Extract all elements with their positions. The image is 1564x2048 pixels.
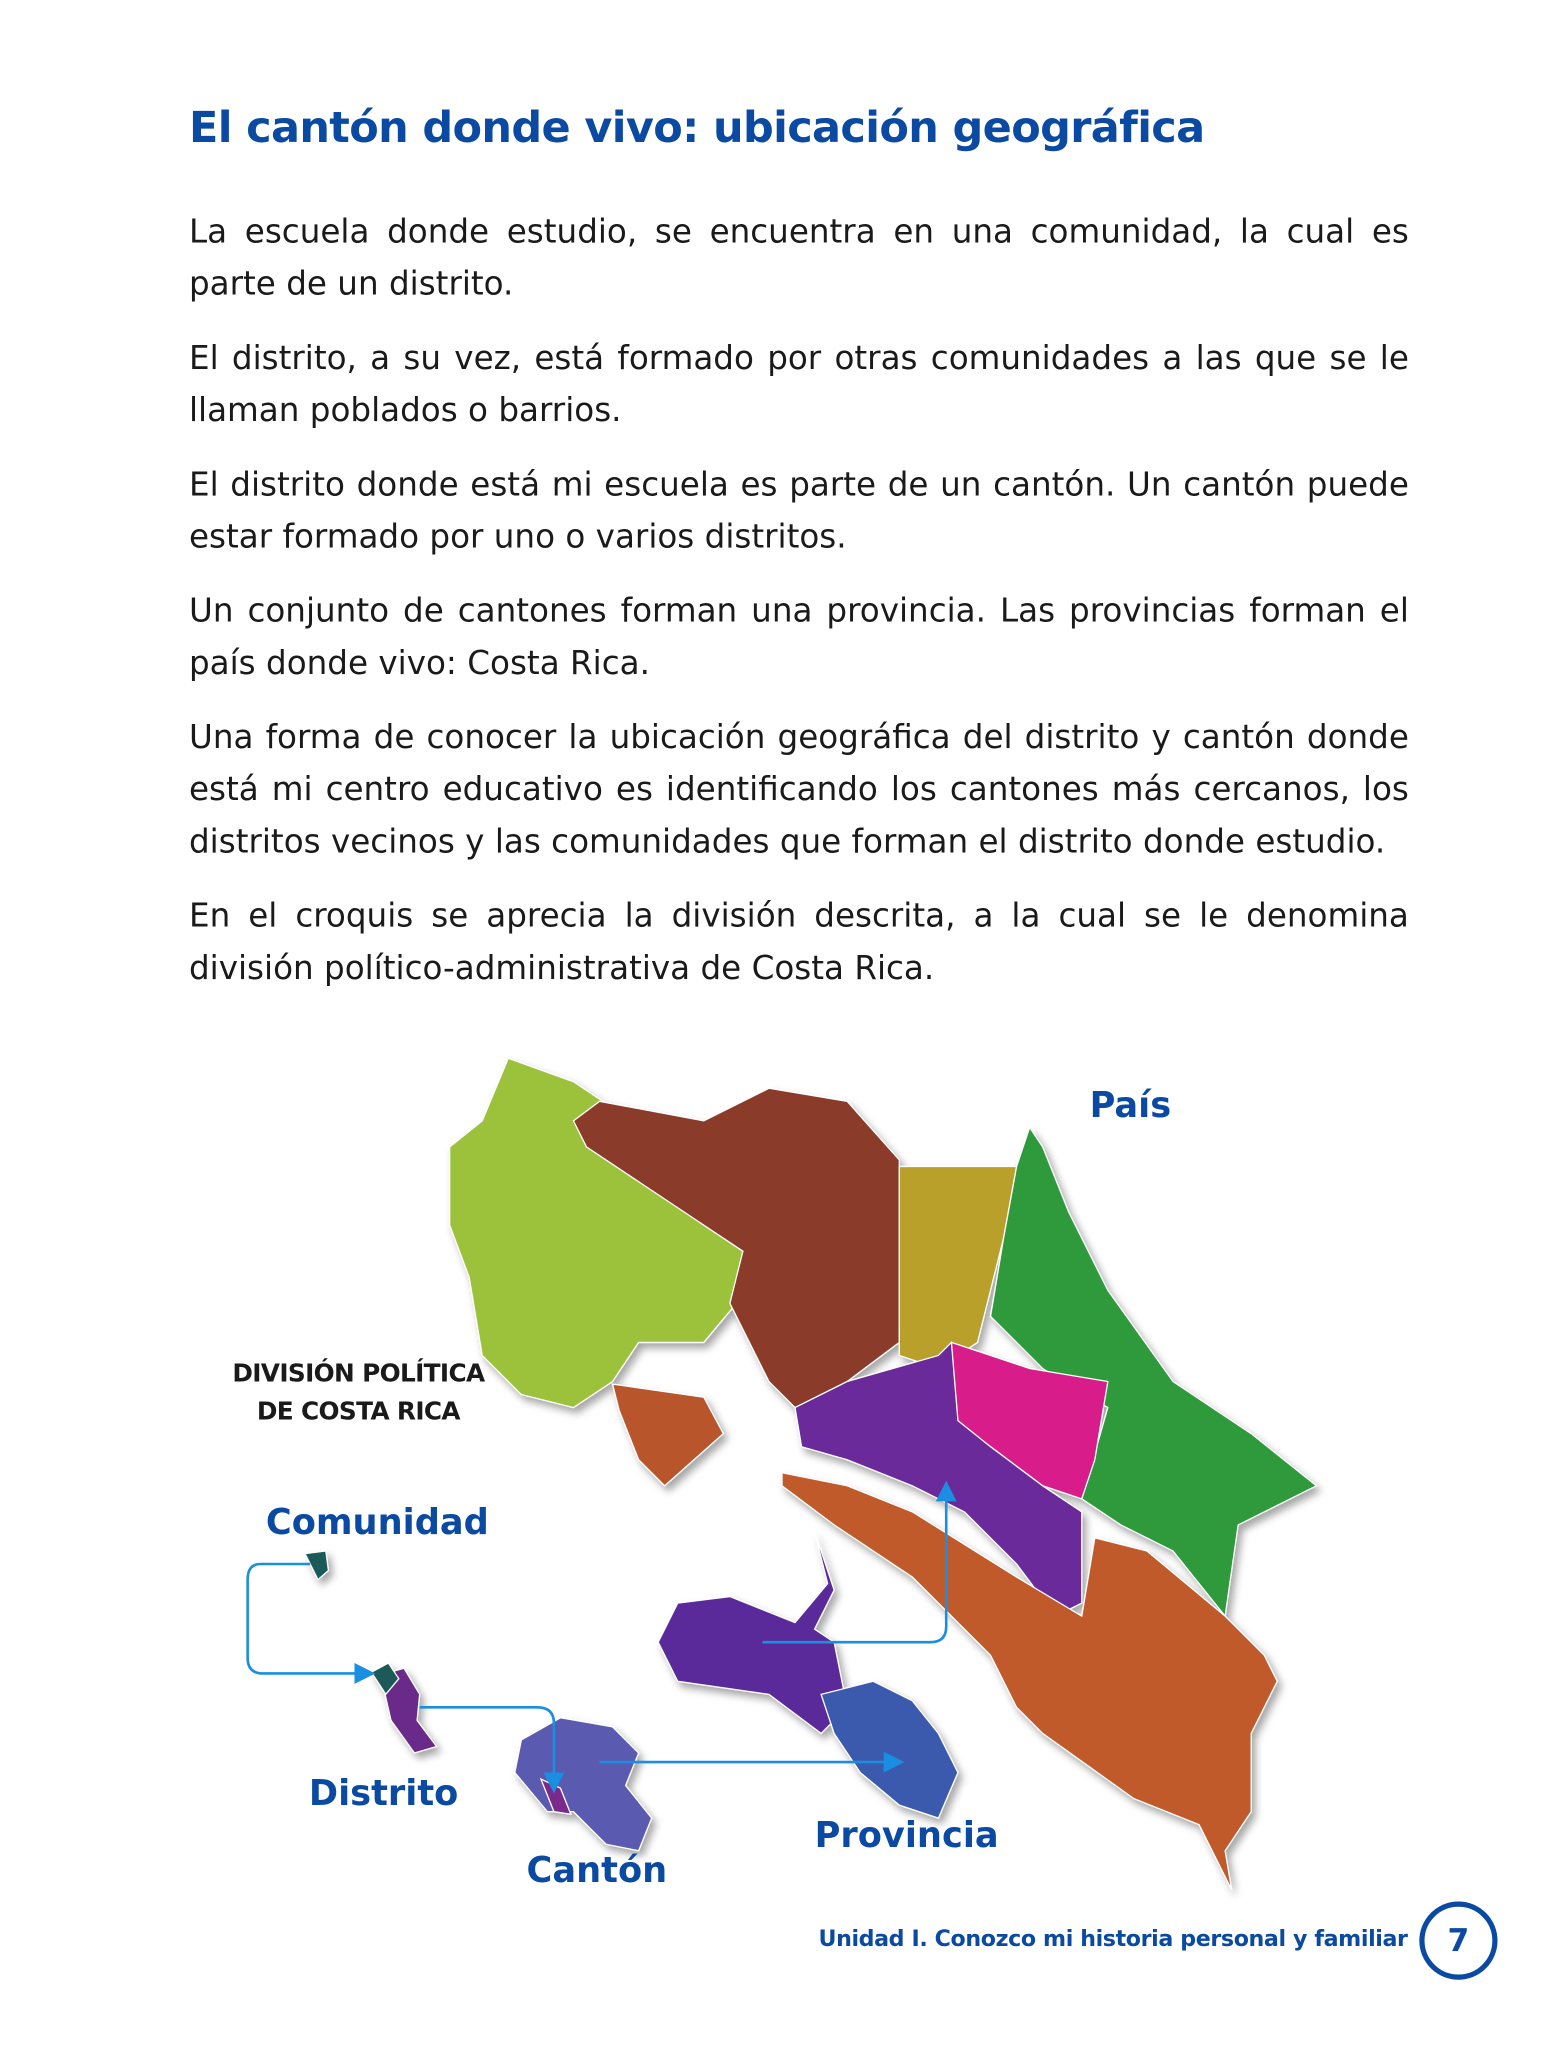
label-pais: País: [1089, 1085, 1172, 1127]
paragraph: El distrito, a su vez, está formado por otras comunidades a las que se le llaman poblados o barrios.: [188, 338, 1409, 429]
label-provincia: Provincia: [814, 1815, 999, 1856]
paragraph: Un conjunto de cantones forman una provincia. Las provincias forman el país donde vivo: Costa Rica.: [188, 591, 1409, 682]
comunidad-detail: [305, 1551, 328, 1580]
footer-unit-text: Unidad I. Conozco mi historia personal y familiar: [818, 1926, 1408, 1953]
label-comunidad: Comunidad: [265, 1502, 489, 1544]
provincia-detail-canton: [821, 1681, 958, 1818]
paragraph: En el croquis se aprecia la división descrita, a la cual se le denomina división político-administrativa de Costa Rica.: [188, 896, 1409, 987]
label-canton: Cantón: [526, 1850, 668, 1892]
page-number: 7: [1419, 1902, 1497, 1980]
paragraph: La escuela donde estudio, se encuentra en una comunidad, la cual es parte de un distrito.: [188, 212, 1409, 303]
map-title: [209, 1355, 509, 1431]
arrow-comunidad-distrito: [248, 1564, 371, 1673]
map-title-line1: DIVISIÓN POLÍTICA: [232, 1359, 485, 1389]
label-distrito: Distrito: [308, 1773, 459, 1815]
paragraph: Una forma de conocer la ubicación geográfica del distrito y cantón donde está mi centro educativo es identificando los cantones más cercanos, los distritos vecinos y las comunidades que forman el distrito donde estudio.: [188, 718, 1409, 861]
provincia-detail: [658, 1531, 847, 1733]
nicoya-tip: [613, 1384, 724, 1486]
paragraph: El distrito donde está mi escuela es parte de un cantón. Un cantón puede estar formado por uno o varios distritos.: [188, 465, 1409, 556]
map-title-line2: DE COSTA RICA: [256, 1397, 460, 1426]
page-title: El cantón donde vivo: ubicación geográfica: [188, 101, 1205, 153]
canton-detail: [515, 1718, 652, 1851]
